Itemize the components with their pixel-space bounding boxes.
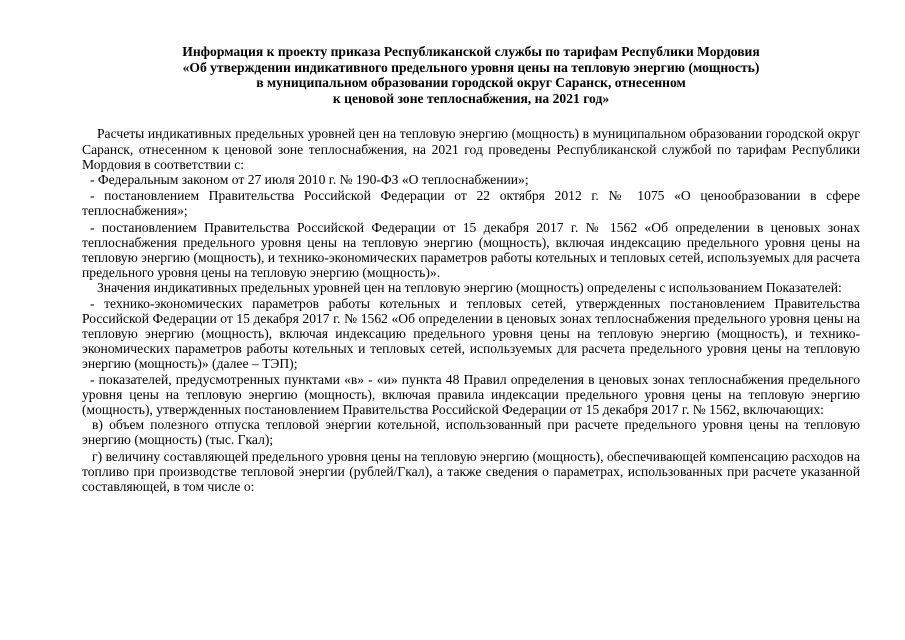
title-line-4: к ценовой зоне теплоснабжения, на 2021 год» [332, 90, 610, 106]
list-item-rules-48: - показателей, предусмотренных пунктами «в» - «и» пункта 48 Правил определения в ценовых зонах теплоснабжения предельного уровня цены на тепловую энергию (мощность), включая правила индексации предельного уровня цены на тепловую энергию (мощность), утвержденных постановлением Правительства Российской Федерации от 15 декабря 2017 г. № 1562, включающих: [82, 371, 860, 418]
title-line-2: «Об утверждении индикативного предельного уровня цены на тепловую энергию (мощность) [182, 59, 760, 75]
document-page [82, 44, 860, 494]
list-item-tep: - технико-экономических параметров работы котельных и тепловых сетей, утвержденных постановлением Правительства Российской Федерации от 15 декабря 2017 г. № 1562 «Об определении в ценовых зонах теплоснабжения предельного уровня цены на тепловую энергию (мощность), включая индексацию предельного уровня цены на тепловую энергию (мощность), и технико-экономических параметров работы котельных и тепловых сетей, используемых для расчета предельного уровня цены на тепловую энергию (мощность)» (далее – ТЭП); [82, 295, 860, 372]
list-item-federal-law: - Федеральным законом от 27 июля 2010 г. № 190-ФЗ «О теплоснабжении»; [90, 171, 529, 187]
sub-item-v: в) объем полезного отпуска тепловой энергии котельной, использованный при расчете предельного уровня цены на тепловую энергию (мощность) (тыс. Гкал); [82, 417, 860, 448]
document-body [82, 126, 860, 494]
list-item-resolution-1562: - постановлением Правительства Российской Федерации от 15 декабря 2017 г. № 1562 «Об определении в ценовых зонах теплоснабжения предельного уровня цены на тепловую энергию (мощность), включая индексацию предельного уровня цены на тепловую энергию (мощность), и технико-экономических параметров работы котельных и тепловых сетей, используемых для расчета предельного уровня цены на тепловую энергию (мощность)». [82, 219, 860, 281]
list-item-resolution-1075: - постановлением Правительства Российской Федерации от 22 октября 2012 г. № 1075 «О ценообразовании в сфере теплоснабжения»; [82, 188, 860, 219]
title-line-1: Информация к проекту приказа Республиканской службы по тарифам Республики Мордовия [182, 44, 760, 59]
document-title [82, 44, 860, 106]
paragraph-intro: Расчеты индикативных предельных уровней цен на тепловую энергию (мощность) в муниципальном образовании городской округ Саранск, отнесенном к ценовой зоне теплоснабжения, на 2021 год проведены Республиканской службой по тарифам Республики Мордовия в соответствии с: [82, 126, 860, 172]
title-line-3: в муниципальном образовании городской округ Саранск, отнесенном [256, 75, 686, 91]
sub-item-g: г) величину составляющей предельного уровня цены на тепловую энергию (мощность), обеспечивающей компенсацию расходов на топливо при производстве тепловой энергии (рублей/Гкал), а также сведения о параметрах, использованных при расчете указанной составляющей, в том числе о: [82, 448, 860, 495]
paragraph-indicators: Значения индикативных предельных уровней цен на тепловую энергию (мощность) определены с использованием Показателей: [97, 280, 842, 296]
